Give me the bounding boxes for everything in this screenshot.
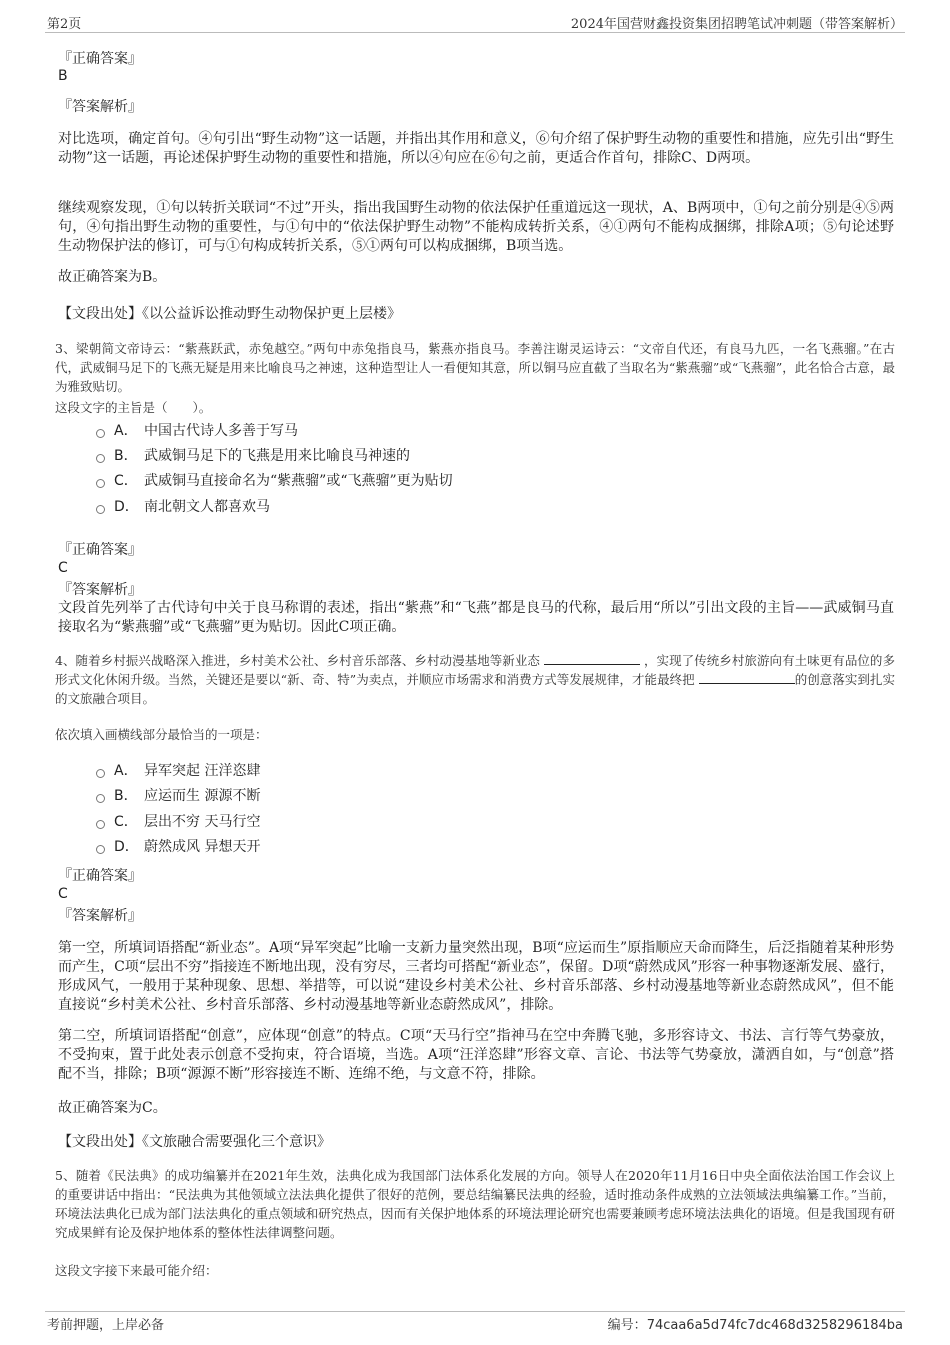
- analysis-label: 『答案解析』: [58, 908, 142, 924]
- option-letter: B．: [114, 448, 138, 464]
- question-stem: 5、随着《民法典》的成功编纂并在2021年生效，法典化成为我国部门法体系化发展的方向。领导人在2020年11月16日中央全面依法治国工作会议上的重要讲话中指出：“民法典为其他领域立法法典化提供了很好的范例，要总结编纂民法典的经验，适时推动条件成熟的立法领域法典编纂工作。”当前，环境法法典化已成为部门法法典化的重点领域和研究热点，因而有关保护地体系的环境法理论研究也需要兼顾考虑环境法法典化的语境。但是我国现有研究成果鲜有论及保护地体系的整体性法律调整问题。: [55, 1168, 895, 1240]
- option-text: 中国古代诗人多善于写马: [144, 423, 298, 439]
- header-divider: [45, 32, 905, 33]
- option-d[interactable]: [96, 837, 260, 857]
- radio-circle-icon[interactable]: [96, 505, 105, 514]
- source-line: [58, 305, 401, 323]
- fill-blank-2: [699, 671, 795, 684]
- question-stem: 3、梁朝简文帝诗云：“紫燕跃武，赤兔越空。”两句中赤兔指良马，紫燕亦指良马。李善注谢灵运诗云：“文帝自代还，有良马九匹，一名飞燕骝。”在古代，武威铜马足下的飞燕无疑是用来比喻良马之神速，这种造型让人一看便知其意，所以铜马应直截了当取名为“紫燕骝”或“飞燕骝”，此名恰合古意，最为雅致贴切。: [55, 341, 895, 394]
- option-text: 武威铜马足下的飞燕是用来比喻良马神速的: [144, 448, 410, 464]
- analysis-label: 『答案解析』: [58, 99, 142, 115]
- footer-slogan: 考前押题，上岸必备: [47, 1318, 165, 1333]
- radio-circle-icon[interactable]: [96, 479, 105, 488]
- analysis-conclusion: 故正确答案为C。: [58, 1100, 167, 1116]
- correct-answer-label: 『正确答案』: [58, 51, 142, 67]
- question-prompt: 这段文字接下来最可能介绍：: [55, 1263, 218, 1278]
- option-a[interactable]: [96, 421, 298, 441]
- stem-text: 4、随着乡村振兴战略深入推进，乡村美术公社、乡村音乐部落、乡村动漫基地等新业态: [55, 653, 540, 668]
- correct-answer-value: C: [58, 560, 68, 576]
- question-stem: [55, 651, 895, 708]
- page-number: 第2页: [47, 17, 82, 32]
- code-value: 74caa6a5d74fc7dc468d3258296184ba: [646, 1318, 903, 1333]
- correct-answer-value: C: [58, 886, 68, 902]
- option-c[interactable]: [96, 471, 453, 491]
- analysis-paragraph: 对比选项，确定首句。④句引出“野生动物”这一话题，并指出其作用和意义，⑥句介绍了保护野生动物的重要性和措施，应先引出“野生动物”这一话题，再论述保护野生动物的重要性和措施，所以④句应在⑥句之前，更适合作首句，排除C、D两项。: [58, 131, 894, 166]
- option-letter: D．: [114, 499, 139, 515]
- option-b[interactable]: [96, 446, 410, 466]
- document-title: 2024年国营财鑫投资集团招聘笔试冲刺题（带答案解析）: [570, 17, 903, 32]
- source-label: 【文段出处】: [58, 306, 142, 322]
- option-text: 异军突起 汪洋恣肆: [144, 763, 261, 779]
- option-b[interactable]: [96, 786, 260, 806]
- source-title: 《以公益诉讼推动野生动物保护更上层楼》: [142, 306, 401, 322]
- source-title: 《文旅融合需要强化三个意识》: [142, 1134, 331, 1150]
- radio-circle-icon[interactable]: [96, 845, 105, 854]
- option-d[interactable]: [96, 497, 270, 517]
- analysis-paragraph: 第一空，所填词语搭配“新业态”。A项“异军突起”比喻一支新力量突然出现，B项“应运而生”原指顺应天命而降生，后泛指随着某种形势而产生，C项“层出不穷”指接连不断地出现，没有穷尽，三者均可搭配“新业态”，保留。D项“蔚然成风”形容一种事物逐渐发展、盛行，形成风气，一般用于某种现象、思想、举措等，可以说“建设乡村美术公社、乡村音乐部落、乡村动漫基地等新业态蔚然成风”，但不能直接说“乡村美术公社、乡村音乐部落、乡村动漫基地等新业态蔚然成风”，排除。: [58, 940, 894, 1013]
- option-text: 蔚然成风 异想天开: [144, 839, 261, 855]
- option-text: 武威铜马直接命名为“紫燕骝”或“飞燕骝”更为贴切: [144, 473, 453, 489]
- option-text: 应运而生 源源不断: [144, 788, 261, 804]
- radio-circle-icon[interactable]: [96, 820, 105, 829]
- option-letter: C．: [114, 473, 138, 489]
- option-text: 南北朝文人都喜欢马: [144, 499, 270, 515]
- source-label: 【文段出处】: [58, 1134, 142, 1150]
- analysis-conclusion: 故正确答案为B。: [58, 269, 167, 285]
- question-prompt: 这段文字的主旨是（ ）。: [55, 400, 212, 415]
- source-line: [58, 1133, 331, 1151]
- radio-circle-icon[interactable]: [96, 794, 105, 803]
- stem-text: 的创意落实到扎实的文旅融合项目。: [55, 672, 895, 706]
- analysis-paragraph: 文段首先列举了古代诗句中关于良马称谓的表述，指出“紫燕”和“飞燕”都是良马的代称，最后用“所以”引出文段的主旨——武威铜马直接取名为“紫燕骝”或“飞燕骝”更为贴切。因此C项正确。: [58, 600, 894, 635]
- radio-circle-icon[interactable]: [96, 769, 105, 778]
- footer-divider: [45, 1311, 905, 1312]
- analysis-label: 『答案解析』: [58, 582, 142, 598]
- radio-circle-icon[interactable]: [96, 454, 105, 463]
- option-c[interactable]: [96, 812, 260, 832]
- analysis-paragraph: 第二空，所填词语搭配“创意”，应体现“创意”的特点。C项“天马行空”指神马在空中奔腾飞驰，多形容诗文、书法、言行等气势豪放，不受拘束，置于此处表示创意不受拘束，符合语境，当选。A项“汪洋恣肆”形容文章、言论、书法等气势豪放，潇洒自如，与“创意”搭配不当，排除；B项“源源不断”形容接连不断、连绵不绝，与文意不符，排除。: [58, 1028, 894, 1082]
- option-letter: B．: [114, 788, 138, 804]
- option-letter: C．: [114, 814, 138, 830]
- analysis-paragraph: 继续观察发现，①句以转折关联词“不过”开头，指出我国野生动物的依法保护任重道远这一现状，A、B两项中，①句之前分别是④⑤两句，④句指出野生动物的重要性，与①句中的“依法保护野生动物”不能构成转折关系，④①两句不能构成捆绑，排除A项；⑤句论述野生动物保护法的修订，可与①句构成转折关系，⑤①两句可以构成捆绑，B项当选。: [58, 200, 894, 254]
- option-letter: A．: [114, 423, 138, 439]
- stem-text: ，实现了传统乡村旅游向有土味更有品位的多形式文化休闲升级。当然，关键还是要以“新、奇、特”为卖点，并顺应市场需求和消费方式等发展规律，才能最终把: [55, 653, 895, 687]
- question-prompt: 依次填入画横线部分最恰当的一项是：: [55, 727, 268, 742]
- radio-circle-icon[interactable]: [96, 429, 105, 438]
- option-a[interactable]: [96, 761, 260, 781]
- option-text: 层出不穷 天马行空: [144, 814, 261, 830]
- option-letter: D．: [114, 839, 139, 855]
- document-code: [608, 1314, 903, 1333]
- fill-blank-1: [544, 652, 640, 665]
- correct-answer-value: B: [58, 68, 68, 84]
- code-label: 编号：: [607, 1318, 647, 1333]
- correct-answer-label: 『正确答案』: [58, 542, 142, 558]
- correct-answer-label: 『正确答案』: [58, 868, 142, 884]
- option-letter: A．: [114, 763, 138, 779]
